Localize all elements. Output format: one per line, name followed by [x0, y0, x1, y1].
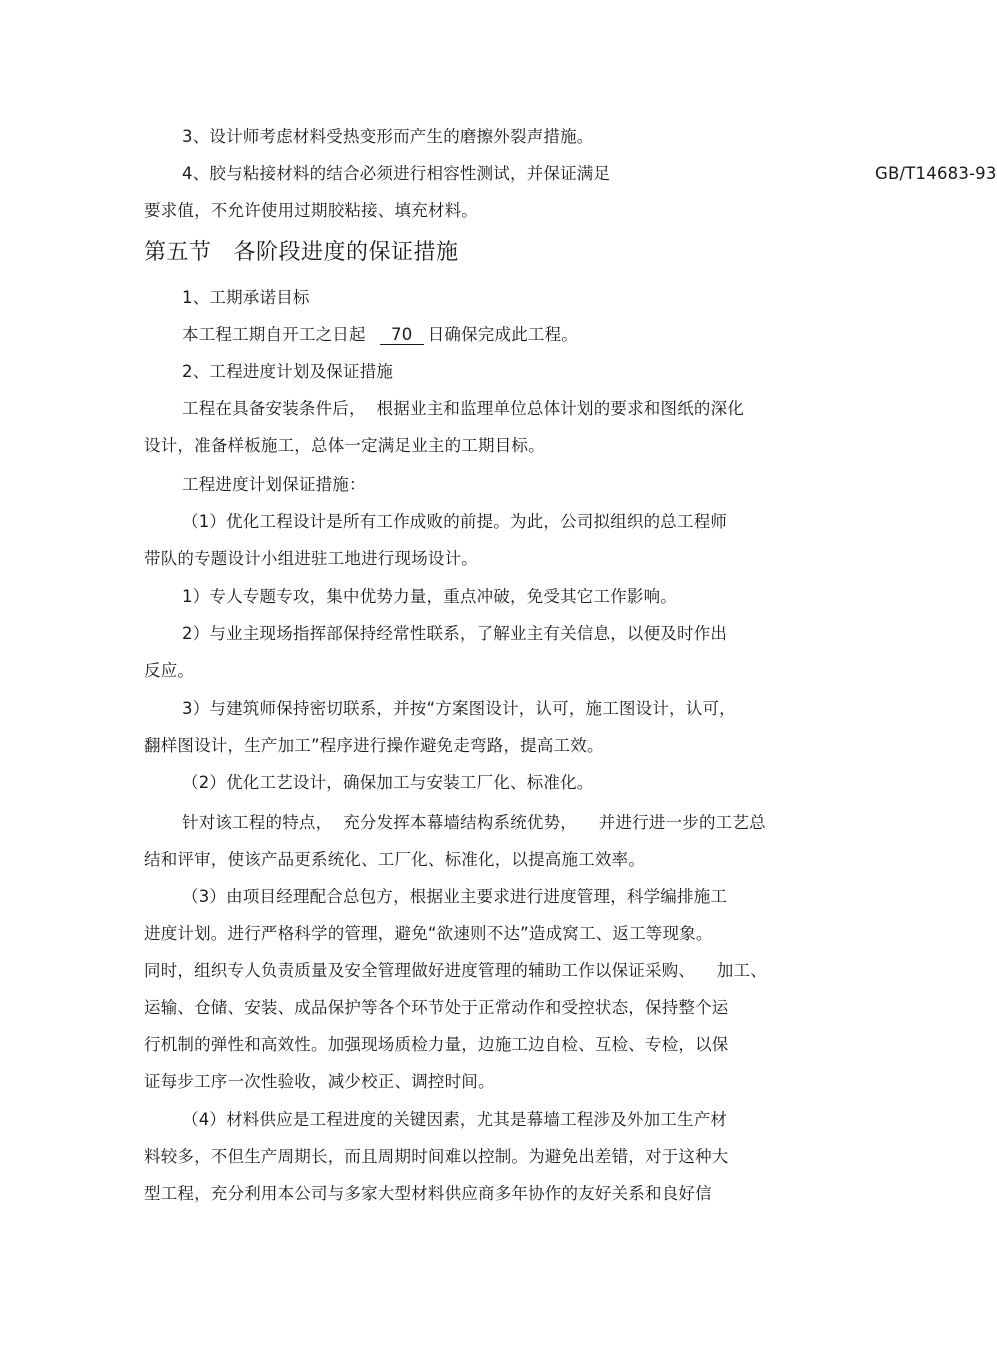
section-label: 第五节	[144, 240, 212, 265]
goal-prefix: 本工程工期自开工之日起	[182, 325, 366, 344]
measures-heading: 工程进度计划保证措施：	[182, 475, 366, 494]
item-3: 3、设计师考虑材料受热变形而产生的磨擦外裂声措施。	[182, 127, 594, 146]
measure-4-line: 型工程，充分利用本公司与多家大型材料供应商多年协作的友好关系和良好信	[144, 1184, 712, 1203]
standard-code: GB/T14683-93	[875, 164, 997, 183]
measure-3-line: （3）由项目经理配合总包方，根据业主要求进行进度管理，科学编排施工	[182, 887, 728, 906]
measure-3-line: 运输、仓储、安装、成品保护等各个环节处于正常动作和受控状态，保持整个运	[144, 998, 729, 1017]
plan-para-line: 设计，准备样板施工，总体一定满足业主的工期目标。	[144, 436, 545, 455]
sub-item-2-line: 反应。	[144, 661, 195, 680]
section-title	[144, 239, 459, 267]
item-4	[182, 163, 997, 185]
goal-line	[182, 324, 578, 346]
measure-2-para-line: 结和评审，使该产品更系统化、工厂化、标准化，以提高施工效率。	[144, 850, 645, 869]
sub-item-1: 1）专人专题专攻，集中优势力量，重点冲破，免受其它工作影响。	[182, 587, 677, 606]
measure-3-line: 同时，组织专人负责质量及安全管理做好进度管理的辅助工作以保证采购、 加工、	[144, 961, 767, 980]
measure-2: （2）优化工艺设计，确保加工与安装工厂化、标准化。	[182, 773, 594, 792]
sub-item-3-line: 翻样图设计，生产加工”程序进行操作避免走弯路，提高工效。	[144, 736, 604, 755]
item-4-continuation: 要求值，不允许使用过期胶粘接、填充材料。	[144, 201, 478, 220]
measure-3-line: 证每步工序一次性验收，减少校正、调控时间。	[144, 1072, 495, 1091]
sub-item-2-line: 2）与业主现场指挥部保持经常性联系，了解业主有关信息，以便及时作出	[182, 624, 728, 643]
measure-1-line: （1）优化工程设计是所有工作成败的前提。为此，公司拟组织的总工程师	[182, 512, 728, 531]
measure-2-para-line: 针对该工程的特点， 充分发挥本幕墙结构系统优势， 并进行进一步的工艺总	[182, 813, 766, 832]
plan-heading: 2、工程进度计划及保证措施	[182, 362, 394, 381]
measure-4-line: 料较多，不但生产周期长，而且周期时间难以控制。为避免出差错，对于这种大	[144, 1147, 729, 1166]
goal-heading: 1、工期承诺目标	[182, 288, 310, 307]
measure-4-line: （4）材料供应是工程进度的关键因素，尤其是幕墙工程涉及外加工生产材	[182, 1110, 728, 1129]
duration-days: 70	[380, 326, 424, 345]
section-title-text: 各阶段进度的保证措施	[233, 240, 459, 265]
plan-para-line: 工程在具备安装条件后， 根据业主和监理单位总体计划的要求和图纸的深化	[182, 399, 744, 418]
item-4-text: 4、胶与粘接材料的结合必须进行相容性测试，并保证满足	[182, 164, 611, 183]
measure-1-line: 带队的专题设计小组进驻工地进行现场设计。	[144, 549, 478, 568]
sub-item-3-line: 3）与建筑师保持密切联系，并按“方案图设计，认可，施工图设计，认可，	[182, 699, 736, 718]
measure-3-line: 进度计划。进行严格科学的管理，避免“欲速则不达”造成窝工、返工等现象。	[144, 924, 713, 943]
goal-suffix: 日确保完成此工程。	[427, 325, 579, 344]
measure-3-line: 行机制的弹性和高效性。加强现场质检力量，边施工边自检、互检、专检，以保	[144, 1035, 729, 1054]
